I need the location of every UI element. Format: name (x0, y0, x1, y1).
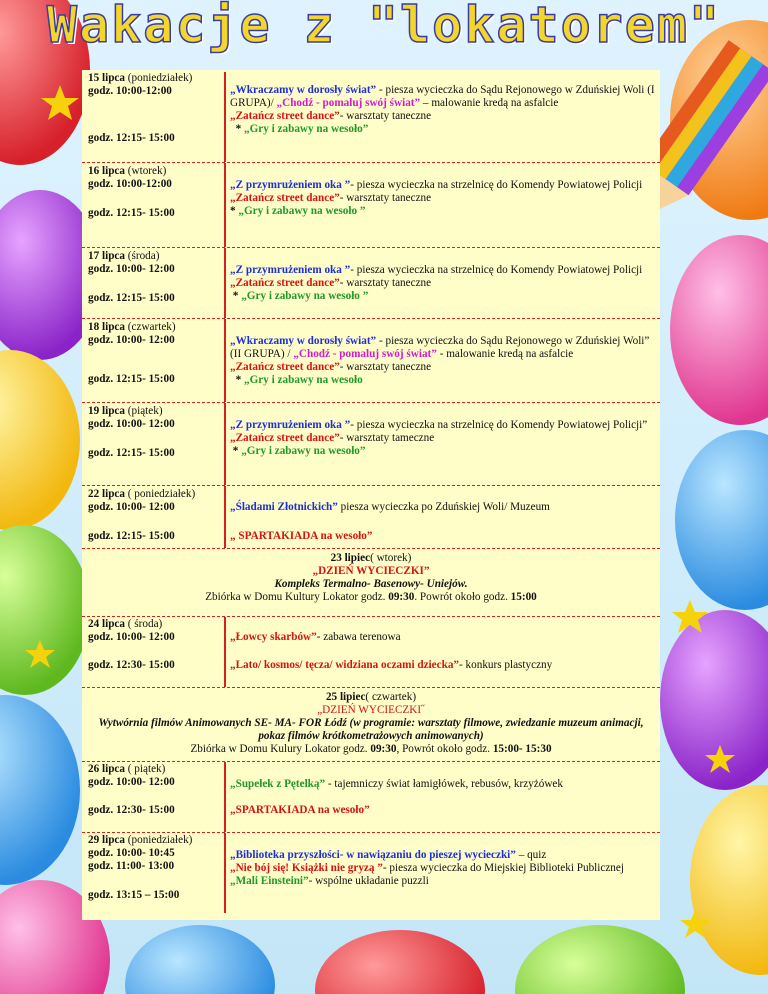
trip-return-time: 15:00- 15:30 (492, 743, 552, 755)
activity (230, 123, 655, 136)
activity-title: „Biblioteka przyszłości- w nawiązaniu do pieszej wycieczki” (230, 849, 516, 861)
time-slot: godz. 12:15- 15:00 (88, 447, 175, 459)
activity-title: „Z przymrużeniem oka ” (230, 419, 351, 431)
day-weekday: (wtorek) (127, 165, 167, 177)
activity-desc: – quiz (515, 849, 547, 861)
activity (230, 277, 655, 290)
activity-title: „Zatańcz street dance” (230, 432, 340, 444)
day-weekday: (środa) (127, 250, 160, 262)
bullet: * (230, 445, 242, 457)
column-divider (224, 403, 226, 485)
column-divider (224, 762, 226, 832)
activity-desc: – malowanie kredą na asfalcie (420, 97, 559, 109)
time-slot: godz. 10:00- 12:00 (88, 501, 175, 513)
activity-title: „Mali Einsteini” (230, 875, 309, 887)
activity-title: „Chodź - pomaluj swój świat” (293, 348, 437, 360)
activity-desc: - tajemniczy świat łamigłówek, rebusów, krzyżówek (325, 778, 563, 790)
trip-meeting (82, 743, 660, 756)
activity (230, 849, 655, 862)
day-weekday: (piątek) (127, 405, 163, 417)
column-divider (224, 486, 226, 548)
trip-weekday: ( czwartek) (365, 691, 417, 703)
bullet: * (230, 123, 244, 135)
activity-desc: - warsztaty tameczne (339, 432, 435, 444)
activity-title: „ SPARTAKIADA na wesoło” (230, 530, 373, 542)
time-slot: godz. 10:00- 12:00 (88, 418, 175, 430)
day-activities (230, 530, 655, 543)
activity (230, 192, 655, 205)
trip-meeting-time: 09:30 (388, 591, 415, 603)
activity-desc: - wspólne układanie puzzli (308, 875, 429, 887)
day-weekday: (poniedziałek) (127, 72, 193, 84)
bullet: * (230, 290, 242, 302)
day-date: 16 lipca (88, 165, 125, 177)
activity-title: „Gry i zabawy na wesoło” (241, 445, 366, 457)
trip-meeting (82, 591, 660, 604)
activity-desc: piesza wycieczka po Zduńskiej Woli/ Muzeum (337, 501, 550, 513)
activity-desc: - warsztaty taneczne (339, 277, 432, 289)
activity-title: „SPARTAKIADA na wesoło” (230, 804, 370, 816)
time-slot: godz. 13:15 – 15:00 (88, 889, 180, 901)
activity-desc: - piesza wycieczka na strzelnicę do Komendy Powiatowej Policji (350, 179, 643, 191)
day-date: 18 lipca (88, 321, 125, 333)
activity-title: „Nie bój się! Książki nie gryzą ” (230, 862, 383, 874)
day-row (82, 486, 660, 548)
day-activities (230, 264, 655, 303)
time-slot: godz. 12:15- 15:00 (88, 373, 175, 385)
activity-desc: - piesza wycieczka na strzelnicę do Komendy Powiatowej Policji” (350, 419, 648, 431)
activity-title: „Gry i zabawy na wesoło ” (238, 205, 366, 217)
day-activities (230, 778, 655, 791)
activity (230, 179, 655, 192)
activity-title: „Łowcy skarbów” (230, 631, 317, 643)
day-activities (230, 659, 655, 672)
activity-title: „Chodź - pomaluj swój świat” (276, 97, 421, 109)
activity-title: „Z przymrużeniem oka ” (230, 179, 351, 191)
day-row (82, 319, 660, 402)
activity-desc: - piesza wycieczka do Sądu Rejonowego w Zduńskiej Woli” (II GRUPA) / (230, 335, 650, 360)
activity (230, 875, 655, 888)
activity-desc: - warsztaty taneczne (339, 361, 432, 373)
activity (230, 432, 655, 445)
activity-title: „Lato/ kosmos/ tęcza/ widziana oczami dziecka” (230, 659, 460, 671)
day-row (82, 248, 660, 318)
schedule (82, 72, 660, 913)
trip-return-time: 15:00 (510, 591, 537, 603)
activity-title: „Wkraczamy w dorosły świat” (230, 335, 377, 347)
day-weekday: ( piątek) (127, 763, 166, 775)
column-divider (224, 248, 226, 318)
activity (230, 374, 655, 387)
activity-title: „Wkraczamy w dorosły świat” (230, 84, 377, 96)
time-slot: godz. 10:00- 12:00 (88, 776, 175, 788)
trip-meeting-text: . Powrót około godz. (414, 591, 511, 603)
day-weekday: (poniedziałek) (127, 834, 193, 846)
day-date: 22 lipca (88, 488, 125, 500)
time-slot: godz. 12:15- 15:00 (88, 207, 175, 219)
day-row (82, 403, 660, 485)
activity (230, 419, 655, 432)
time-slot: godz. 10:00- 12:00 (88, 263, 175, 275)
activity-title: „Z przymrużeniem oka ” (230, 264, 351, 276)
day-row (82, 617, 660, 687)
time-slot: godz. 12:15- 15:00 (88, 292, 175, 304)
day-activities (230, 179, 655, 218)
activity-desc: - piesza wycieczka do Miejskiej Biblioteki Publicznej (382, 862, 624, 874)
activity-title: „Gry i zabawy na wesoło (243, 374, 363, 386)
activity-desc: - warsztaty taneczne (339, 192, 432, 204)
activity-title: „Śladami Złotnickich” (230, 501, 338, 513)
trip-section (82, 688, 660, 761)
activity (230, 445, 655, 458)
activity-desc: - konkurs plastyczny (459, 659, 553, 671)
day-weekday: ( środa) (127, 618, 163, 630)
time-slot: godz. 10:00-12:00 (88, 178, 172, 190)
activity-title: „Zatańcz street dance” (230, 277, 340, 289)
time-slot: godz. 12:15- 15:00 (88, 530, 175, 542)
day-date: 29 lipca (88, 834, 125, 846)
trip-date: 25 lipiec (325, 691, 366, 703)
time-slot: godz. 12:30- 15:00 (88, 804, 175, 816)
day-activities (230, 631, 655, 644)
activity-title: „Zatańcz street dance” (230, 110, 340, 122)
day-date: 26 lipca (88, 763, 125, 775)
activity-title: „Zatańcz street dance” (230, 361, 340, 373)
day-weekday: (czwartek) (127, 321, 176, 333)
activity (230, 290, 655, 303)
time-slot: godz. 10:00- 12:00 (88, 631, 175, 643)
activity-desc: - warsztaty taneczne (339, 110, 432, 122)
time-slot: godz. 10:00- 10:45 (88, 847, 175, 859)
day-weekday: ( poniedziałek) (127, 488, 196, 500)
column-divider (224, 163, 226, 247)
day-row (82, 833, 660, 913)
activity (230, 110, 655, 123)
day-date: 19 lipca (88, 405, 125, 417)
activity (230, 862, 655, 875)
trip-name: „DZIEŃ WYCIECZKI” (312, 565, 430, 577)
day-row (82, 163, 660, 247)
day-row (82, 762, 660, 832)
column-divider (224, 319, 226, 402)
trip-name: „DZIEŃ WYCIECZKI˝ (317, 704, 425, 716)
trip-meeting-time: 09:30 (370, 743, 397, 755)
trip-place: Kompleks Termalno- Basenowy- Uniejów. (274, 578, 468, 590)
activity-title: „Gry i zabawy na wesoło ” (241, 290, 369, 302)
bullet: * (230, 374, 244, 386)
trip-section (82, 549, 660, 616)
day-date: 15 lipca (88, 72, 125, 84)
activity (230, 84, 655, 110)
activity (230, 264, 655, 277)
day-date: 24 lipca (88, 618, 125, 630)
activity (230, 335, 655, 361)
activity (230, 205, 655, 218)
day-activities (230, 84, 655, 136)
time-slot: godz. 12:15- 15:00 (88, 132, 175, 144)
time-slot: godz. 10:00-12:00 (88, 85, 172, 97)
activity (230, 361, 655, 374)
column-divider (224, 833, 226, 913)
activity-title: „Gry i zabawy na wesoło” (243, 123, 369, 135)
bullet: * (230, 205, 239, 217)
activity (230, 659, 655, 672)
activity (230, 778, 655, 791)
day-row (82, 72, 660, 162)
trip-meeting-text: Zbiórka w Domu Kultury Lokator godz. (205, 591, 389, 603)
day-activities (230, 335, 655, 387)
day-activities (230, 849, 655, 888)
trip-meeting-text: Zbiórka w Domu Kulury Lokator godz. (190, 743, 371, 755)
activity-title: „Supełek z Pętelką” (230, 778, 326, 790)
trip-place: Wytwórnia filmów Animowanych SE- MA- FOR Łódź (w programie: warsztaty filmowe, zwiedzanie muzeum animacji, pokaz filmów krótkometrażowych animowanych) (98, 717, 644, 742)
activity-desc: - piesza wycieczka na strzelnicę do Komendy Powiatowej Policji (350, 264, 643, 276)
day-activities (230, 419, 655, 458)
activity-desc: - piesza wycieczka do Sądu Rejonowego w Zduńskiej Woli (I GRUPA)/ (230, 84, 655, 109)
activity (230, 501, 655, 514)
column-divider (224, 617, 226, 687)
column-divider (224, 72, 226, 162)
trip-weekday: ( wtorek) (370, 552, 412, 564)
activity-desc: - zabawa terenowa (316, 631, 401, 643)
activity-title: „Zatańcz street dance” (230, 192, 340, 204)
trip-meeting-text: , Powrót około godz. (396, 743, 493, 755)
time-slot: godz. 12:30- 15:00 (88, 659, 175, 671)
page-title: Wakacje z "lokatorem" (46, 0, 722, 54)
activity (230, 631, 655, 644)
day-activities (230, 501, 655, 514)
time-slot: godz. 11:00- 13:00 (88, 860, 175, 872)
day-date: 17 lipca (88, 250, 125, 262)
day-activities (230, 804, 655, 817)
activity-desc: - malowanie kredą na asfalcie (436, 348, 574, 360)
trip-date: 23 lipiec (330, 552, 371, 564)
time-slot: godz. 10:00- 12:00 (88, 334, 175, 346)
